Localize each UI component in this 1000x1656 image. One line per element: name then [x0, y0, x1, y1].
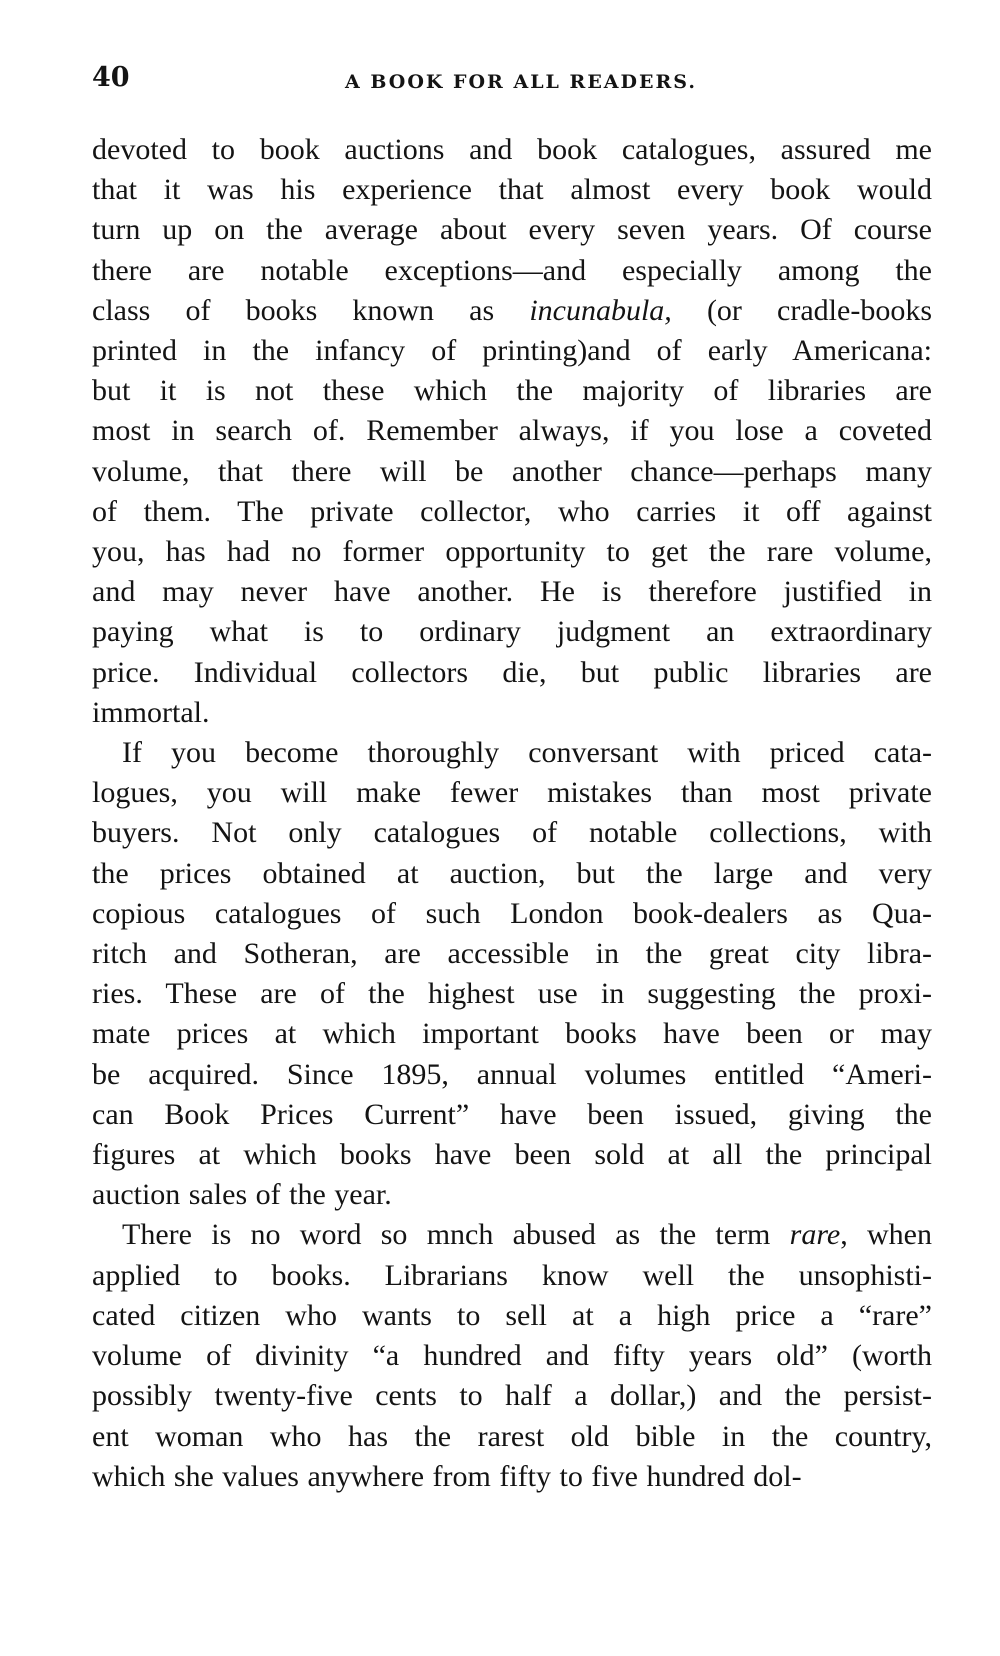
text-line: ent woman who has the rarest old bible in the country, — [92, 1419, 932, 1453]
text-line: that it was his experience that almost every book would — [92, 173, 932, 207]
body-text — [92, 130, 932, 1497]
italic-term: rare — [789, 1218, 841, 1252]
text-line: applied to books. Librarians know well the unsophisti- — [92, 1258, 932, 1292]
text-line: of them. The private collector, who carries it off against — [92, 494, 932, 528]
text-line: ritch and Sotheran, are accessible in the great city libra- — [92, 937, 932, 971]
text-line: possibly twenty-five cents to half a dollar,) and the persist- — [92, 1379, 932, 1413]
text-line: paying what is to ordinary judgment an extraordinary — [92, 615, 932, 649]
running-head: A BOOK FOR ALL READERS. — [345, 71, 697, 93]
text-line: If you become thoroughly conversant with priced cata- — [122, 736, 932, 770]
text-line: there are notable exceptions—and especially among the — [92, 253, 932, 287]
text-line: be acquired. Since 1895, annual volumes entitled “Ameri- — [92, 1057, 932, 1091]
text-line: printed in the infancy of printing)and of early Americana: — [92, 334, 932, 368]
text-line: but it is not these which the majority of libraries are — [92, 374, 932, 408]
text-line: and may never have another. He is therefore justified in — [92, 575, 932, 609]
text-line: copious catalogues of such London book-dealers as Qua- — [92, 896, 932, 930]
text-line: cated citizen who wants to sell at a high price a “rare” — [92, 1298, 932, 1332]
text-line: immortal. — [92, 695, 210, 729]
text-line: you, has had no former opportunity to get the rare volume, — [92, 535, 932, 569]
text-line: volume of divinity “a hundred and fifty years old” (worth — [92, 1339, 932, 1373]
text-line: which she values anywhere from fifty to five hundred dol- — [92, 1459, 802, 1493]
page-number: 40 — [92, 62, 130, 93]
text-line: can Book Prices Current” have been issued, giving the — [92, 1097, 932, 1131]
text-line: devoted to book auctions and book catalogues, assured me — [92, 133, 932, 166]
paragraph — [92, 130, 932, 733]
text-line: auction sales of the year. — [92, 1178, 392, 1212]
text-line: volume, that there will be another chance—perhaps many — [92, 454, 932, 488]
text-line: the prices obtained at auction, but the large and very — [92, 856, 932, 890]
text-line: ries. These are of the highest use in suggesting the proxi- — [92, 977, 932, 1011]
text-line: There is no word so mnch abused as the term rare, when — [122, 1218, 932, 1252]
text-line: most in search of. Remember always, if you lose a coveted — [92, 414, 932, 448]
text-line: figures at which books have been sold at all the principal — [92, 1138, 932, 1172]
paragraph — [92, 1215, 932, 1496]
paragraph — [92, 733, 932, 1215]
text-line: price. Individual collectors die, but public libraries are — [92, 655, 932, 689]
text-line: logues, you will make fewer mistakes than most private — [92, 776, 932, 810]
text-line: mate prices at which important books have been or may — [92, 1017, 932, 1051]
page-header — [92, 62, 930, 102]
text-line: buyers. Not only catalogues of notable collections, with — [92, 816, 932, 850]
italic-term: incunabula, — [529, 293, 672, 327]
text-line: class of books known as incunabula, (or cradle-books — [92, 293, 932, 327]
text-line: turn up on the average about every seven years. Of course — [92, 213, 932, 247]
